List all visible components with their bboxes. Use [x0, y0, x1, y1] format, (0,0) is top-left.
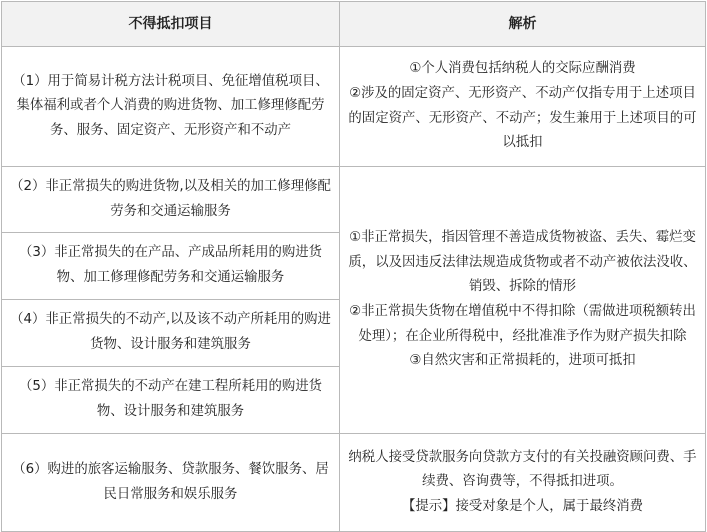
header-analysis-column: 解析: [340, 2, 706, 47]
item-cell-6: （6）购进的旅客运输服务、贷款服务、餐饮服务、居民日常服务和娱乐服务: [2, 434, 340, 532]
analysis-6-point-1: 纳税人接受贷款服务向贷款方支付的有关投融资顾问费、手续费、咨询费等，不得抵扣进项。: [348, 449, 697, 490]
analysis-6-tip: 【提示】接受对象是个人，属于最终消费: [401, 498, 644, 514]
item-cell-4: （4）非正常损失的不动产,以及该不动产所耗用的购进货物、设计服务和建筑服务: [2, 300, 340, 367]
deduction-table-grid: [1, 1, 706, 532]
item-cell-2: （2）非正常损失的购进货物,以及相关的加工修理修配劳务和交通运输服务: [2, 167, 340, 233]
table-row: [2, 434, 706, 532]
analysis-1-point-2: ②涉及的固定资产、无形资产、不动产仅指专用于上述项目的固定资产、无形资产、不动产；发生兼用于上述项目的可以抵扣: [348, 85, 697, 151]
table-header-row: [2, 2, 706, 47]
merged-analysis-point-2: ②非正常损失货物在增值税中不得扣除（需做进项税额转出处理）；在企业所得税中，经批准准予作为财产损失扣除: [349, 304, 696, 344]
item-cell-3: （3）非正常损失的在产品、产成品所耗用的购进货物、加工修理修配劳务和交通运输服务: [2, 233, 340, 300]
merged-analysis-cell: [340, 167, 706, 434]
merged-analysis-point-3: ③自然灾害和正常损耗的，进项可抵扣: [409, 353, 636, 369]
table-row: [2, 167, 706, 233]
analysis-cell-1: [340, 47, 706, 167]
deduction-table: [1, 1, 706, 528]
analysis-cell-6: [340, 434, 706, 532]
merged-analysis-point-1: ①非正常损失，指因管理不善造成货物被盗、丢失、霉烂变质，以及因违反法律法规造成货物或者不动产被依法没收、销毁、拆除的情形: [348, 230, 697, 295]
analysis-1-point-1: ①个人消费包括纳税人的交际应酬消费: [409, 61, 636, 77]
item-cell-5: （5）非正常损失的不动产在建工程所耗用的购进货物、设计服务和建筑服务: [2, 367, 340, 434]
header-item-column: 不得抵扣项目: [2, 2, 340, 47]
item-cell-1: （1）用于简易计税方法计税项目、免征增值税项目、集体福利或者个人消费的购进货物、加工修理修配劳务、服务、固定资产、无形资产和不动产: [2, 47, 340, 167]
table-row: [2, 47, 706, 167]
